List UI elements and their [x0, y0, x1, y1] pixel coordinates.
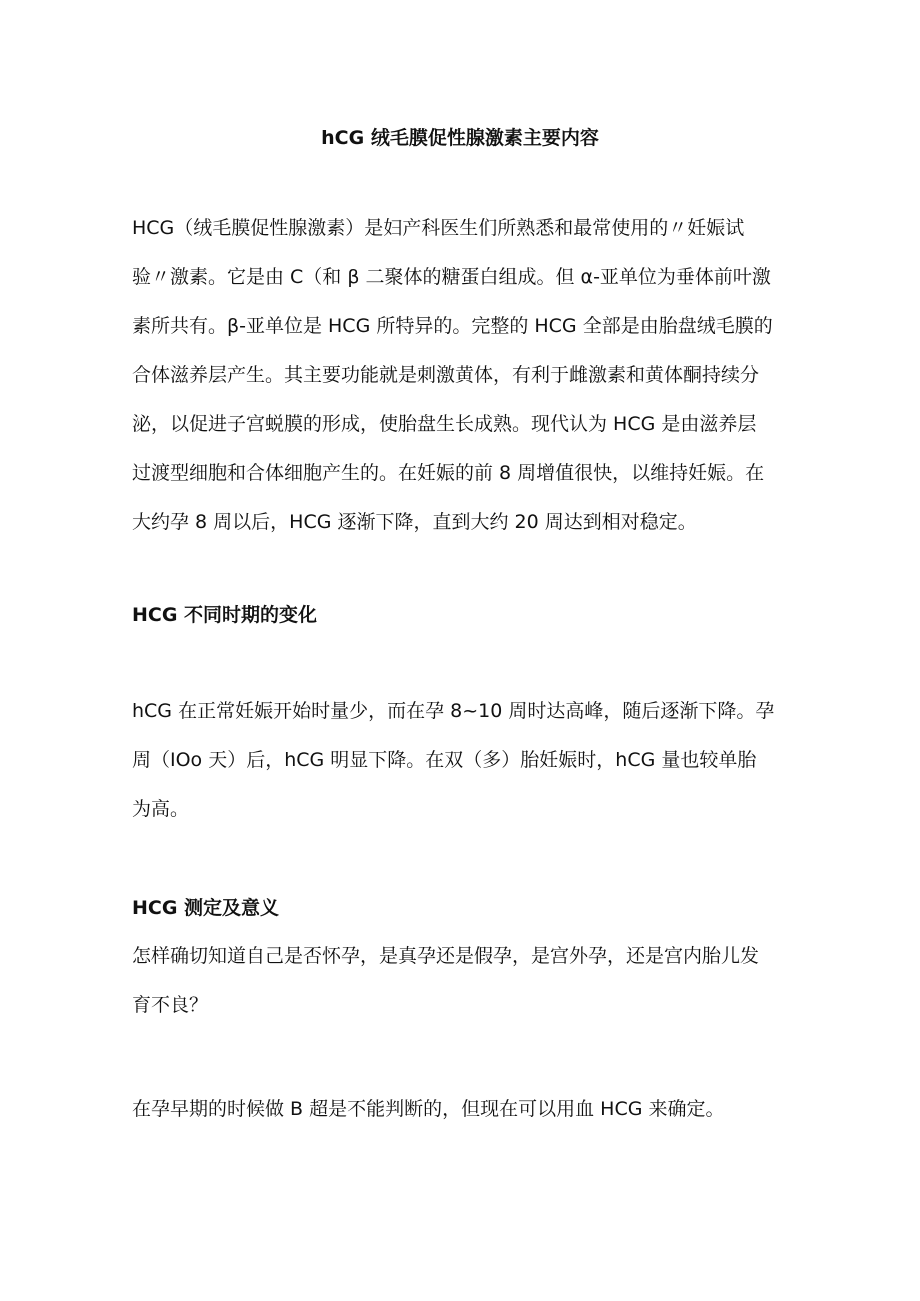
section-heading-changes: HCG 不同时期的变化 [132, 604, 318, 626]
paragraph-line: 育不良？ [132, 994, 209, 1016]
closing-paragraph [132, 1085, 802, 1134]
paragraph-line: 为高。 [132, 798, 190, 820]
paragraph-line: 合体滋养层产生。其主要功能就是刺激黄体，有利于雌激素和黄体酮持续分 [132, 364, 760, 386]
paragraph-line: 素所共有。β-亚单位是 HCG 所特异的。完整的 HCG 全部是由胎盘绒毛膜的 [132, 315, 773, 337]
paragraph-line: 怎样确切知道自己是否怀孕，是真孕还是假孕，是宫外孕，还是宫内胎儿发 [132, 945, 760, 967]
paragraph-line: 大约孕 8 周以后，HCG 逐渐下降，直到大约 20 周达到相对稳定。 [132, 511, 697, 533]
section-heading-significance: HCG 测定及意义 [132, 897, 280, 919]
paragraph-line: 周（IOo 天）后，hCG 明显下降。在双（多）胎妊娠时，hCG 量也较单胎 [132, 749, 757, 771]
paragraph-line: 在孕早期的时候做 B 超是不能判断的，但现在可以用血 HCG 来确定。 [132, 1098, 725, 1120]
paragraph-line: 验〃激素。它是由 C（和 β 二聚体的糖蛋白组成。但 α-亚单位为垂体前叶激 [132, 266, 771, 288]
question-paragraph [132, 932, 802, 1030]
changes-paragraph [132, 687, 802, 834]
intro-paragraph [132, 204, 802, 547]
paragraph-line: 泌，以促进子宫蜕膜的形成，使胎盘生长成熟。现代认为 HCG 是由滋养层 [132, 413, 757, 435]
paragraph-line: hCG 在正常妊娠开始时量少，而在孕 8~10 周时达高峰，随后逐渐下降。孕 [132, 700, 775, 722]
paragraph-line: HCG（绒毛膜促性腺激素）是妇产科医生们所熟悉和最常使用的〃妊娠试 [132, 217, 745, 239]
document-title: hCG 绒毛膜促性腺激素主要内容 [321, 127, 599, 149]
paragraph-line: 过渡型细胞和合体细胞产生的。在妊娠的前 8 周增值很快，以维持妊娠。在 [132, 462, 765, 484]
